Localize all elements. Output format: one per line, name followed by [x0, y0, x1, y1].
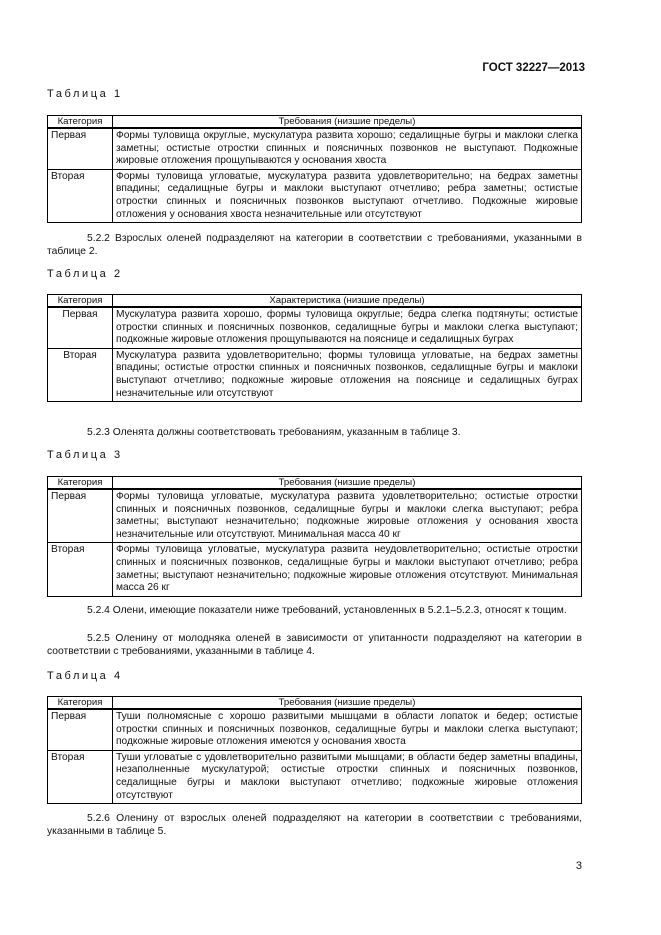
- table-row: [48, 307, 582, 348]
- category-cell: Вторая: [48, 169, 113, 222]
- column-header-characteristics: Характеристика (низшие пределы): [113, 295, 582, 308]
- table-row: [48, 543, 582, 596]
- table-row: [48, 128, 582, 169]
- table-header-row: [48, 697, 582, 710]
- table-row: [48, 709, 582, 750]
- table-3: [47, 476, 582, 597]
- characteristics-cell: Мускулатура развита удовлетворительно; формы туловища угловатые, на бедрах заметны впадины; остистые отростки спинных и поясничных позвонков, седалищные бугры и маклоки выступают отчетливо; подкожные жировые отложения на пояснице и седалищных буграх незначительные или отсутствуют: [113, 348, 582, 401]
- paragraph-5-2-4: 5.2.4 Олени, имеющие показатели ниже требований, установленных в 5.2.1–5.2.3, относят к тощим.: [87, 605, 567, 616]
- column-header-category: Категория: [48, 697, 113, 710]
- table-2: [47, 294, 582, 402]
- page-number: 3: [575, 860, 582, 872]
- table-header-row: [48, 295, 582, 308]
- table-row: [48, 169, 582, 222]
- table-4-caption: Таблица 4: [47, 670, 123, 682]
- paragraph-5-2-3: 5.2.3 Оленята должны соответствовать требованиям, указанным в таблице 3.: [87, 427, 461, 438]
- category-cell: Вторая: [48, 543, 113, 596]
- requirements-cell: Формы туловища округлые, мускулатура развита хорошо; седалищные бугры и маклоки слегка заметны; остистые отростки спинных и поясничных позвонков не выступают. Подкожные жировые отложения прощупываются у основания хвоста: [113, 128, 582, 169]
- category-cell: Вторая: [48, 750, 113, 803]
- column-header-requirements: Требования (низшие пределы): [113, 116, 582, 129]
- table-1-caption: Таблица 1: [47, 88, 123, 100]
- column-header-category: Категория: [48, 295, 113, 308]
- category-cell: Первая: [48, 709, 113, 750]
- table-header-row: [48, 116, 582, 129]
- column-header-requirements: Требования (низшие пределы): [113, 697, 582, 710]
- column-header-requirements: Требования (низшие пределы): [113, 477, 582, 490]
- requirements-cell: Формы туловища угловатые, мускулатура развита удовлетворительно; остистые отростки спинных и поясничных позвонков, седалищные бугры и маклоки слегка выступают; ребра заметны; выступают незначительно; подкожные жировые отложения у основания хвоста незначительные или отсутствуют. Минимальная масса 40 кг: [113, 489, 582, 543]
- requirements-cell: Туши полномясные с хорошо развитыми мышцами в области лопаток и бедер; остистые отростки спинных и поясничных позвонков, седалищные бугры и маклоки слегка выступают; подкожные жировые отложения имеются у основания хвоста: [113, 709, 582, 750]
- table-header-row: [48, 477, 582, 490]
- requirements-cell: Туши угловатые с удовлетворительно развитыми мышцами; в области бедер заметны впадины, незаполненные мускулатурой; остистые отростки спинных и поясничных позвонков, седалищные бугры и маклоки выступают отчетливо; подкожные жировые отложения отсутствуют: [113, 750, 582, 803]
- characteristics-cell: Мускулатура развита хорошо, формы туловища округлые; бедра слегка подтянуты; остистые отростки спинных и поясничных позвонков, седалищные бугры и маклоки слегка выступают; подкожные жировые отложения прощупываются на пояснице и седалищных буграх: [113, 307, 582, 348]
- category-cell: Вторая: [48, 348, 113, 401]
- table-4: [47, 696, 582, 804]
- table-1: [47, 115, 582, 223]
- category-cell: Первая: [48, 128, 113, 169]
- requirements-cell: Формы туловища угловатые, мускулатура развита неудовлетворительно; остистые отростки спинных и поясничных позвонков, седалищные бугры и маклоки выступают отчетливо; ребра заметны; выступают незначительно; подкожные жировые отложения отсутствуют. Минимальная масса 26 кг: [113, 543, 582, 596]
- paragraph-5-2-2: 5.2.2 Взрослых оленей подразделяют на категории в соответствии с требованиями, указанными в таблице 2.: [47, 233, 582, 258]
- table-2-caption: Таблица 2: [47, 268, 123, 280]
- table-row: [48, 348, 582, 401]
- category-cell: Первая: [48, 307, 113, 348]
- table-3-caption: Таблица 3: [47, 449, 123, 461]
- column-header-category: Категория: [48, 116, 113, 129]
- table-row: [48, 489, 582, 543]
- table-row: [48, 750, 582, 803]
- column-header-category: Категория: [48, 477, 113, 490]
- document-header: ГОСТ 32227—2013: [482, 62, 585, 74]
- requirements-cell: Формы туловища угловатые, мускулатура развита удовлетворительно; на бедрах заметны впадины; седалищные бугры и маклоки выступают отчетливо; ребра заметны; остистые отростки спинных и поясничных позвонков выступают отчетливо. Подкожные жировые отложения у основания хвоста незначительные или отсутствуют: [113, 169, 582, 222]
- category-cell: Первая: [48, 489, 113, 543]
- paragraph-5-2-6: 5.2.6 Оленину от взрослых оленей подразделяют на категории в соответствии с требованиями, указанными в таблице 5.: [47, 813, 582, 838]
- paragraph-5-2-5: 5.2.5 Оленину от молодняка оленей в зависимости от упитанности подразделяют на категории в соответствии с требованиями, указанными в таблице 4.: [47, 633, 582, 658]
